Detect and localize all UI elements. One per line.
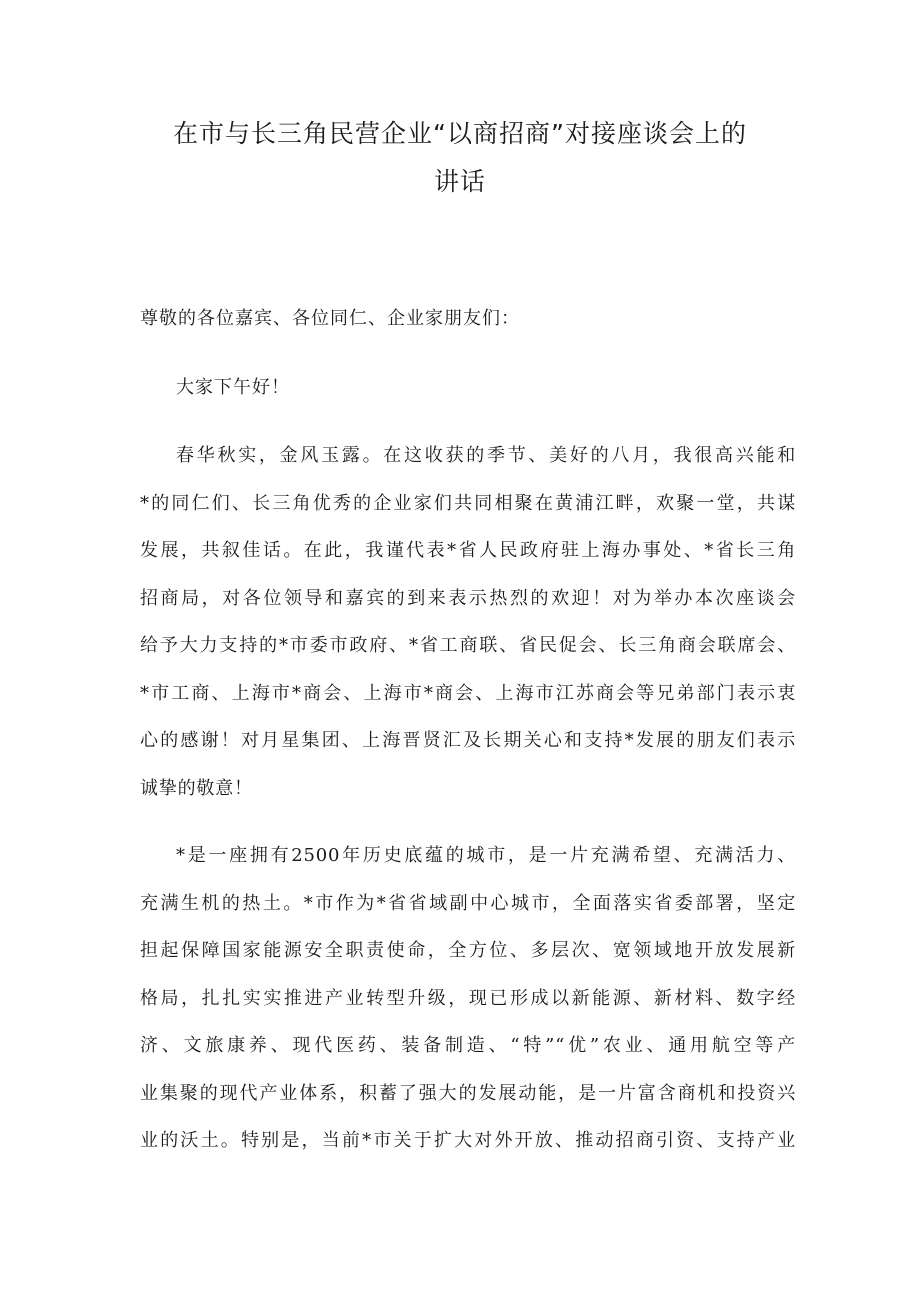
paragraph-line: 业的沃土。特别是，当前*市关于扩大对外开放、推动招商引资、支持产业 — [140, 1130, 796, 1151]
greeting: 大家下午好！ — [176, 377, 290, 398]
paragraph-line: *是一座拥有2500年历史底蕴的城市，是一片充满希望、充满活力、 — [176, 845, 796, 866]
title-line-2: 讲话 — [433, 167, 486, 196]
paragraph-line: 担起保障国家能源安全职责使命，全方位、多层次、宽领域地开放发展新 — [140, 940, 796, 961]
paragraph-2 — [140, 832, 796, 1165]
paragraph-line: 春华秋实，金风玉露。在这收获的季节、美好的八月，我很高兴能和 — [176, 445, 796, 466]
paragraph-line: 诚挚的敬意！ — [140, 777, 253, 799]
paragraph-line: 充满生机的热土。*市作为*省省域副中心城市，全面落实省委部署，坚定 — [140, 892, 796, 914]
paragraph-line: 心的感谢！对月星集团、上海晋贤汇及长期关心和支持*发展的朋友们表示 — [140, 730, 796, 751]
paragraph-line: 招商局，对各位领导和嘉宾的到来表示热烈的欢迎！对为举办本次座谈会 — [140, 587, 796, 609]
salutation: 尊敬的各位嘉宾、各位同仁、企业家朋友们： — [140, 308, 520, 329]
paragraph-line: 发展，共叙佳话。在此，我谨代表*省人民政府驻上海办事处、*省长三角 — [140, 540, 796, 561]
paragraph-line: 格局，扎扎实实推进产业转型升级，现已形成以新能源、新材料、数字经 — [140, 987, 796, 1009]
paragraph-1 — [140, 432, 796, 812]
paragraph-line: 给予大力支持的*市委市政府、*省工商联、省民促会、长三角商会联席会、 — [140, 635, 796, 656]
document-title — [120, 110, 800, 206]
title-line-1: 在市与长三角民营企业“以商招商”对接座谈会上的 — [173, 119, 747, 148]
paragraph-line: 业集聚的现代产业体系，积蓄了强大的发展动能，是一片富含商机和投资兴 — [140, 1082, 796, 1104]
paragraph-line: *的同仁们、长三角优秀的企业家们共同相聚在黄浦江畔，欢聚一堂，共谋 — [140, 492, 796, 514]
paragraph-line: *市工商、上海市*商会、上海市*商会、上海市江苏商会等兄弟部门表示衷 — [140, 682, 796, 704]
paragraph-line: 济、文旅康养、现代医药、装备制造、“特”“优”农业、通用航空等产 — [140, 1035, 796, 1056]
